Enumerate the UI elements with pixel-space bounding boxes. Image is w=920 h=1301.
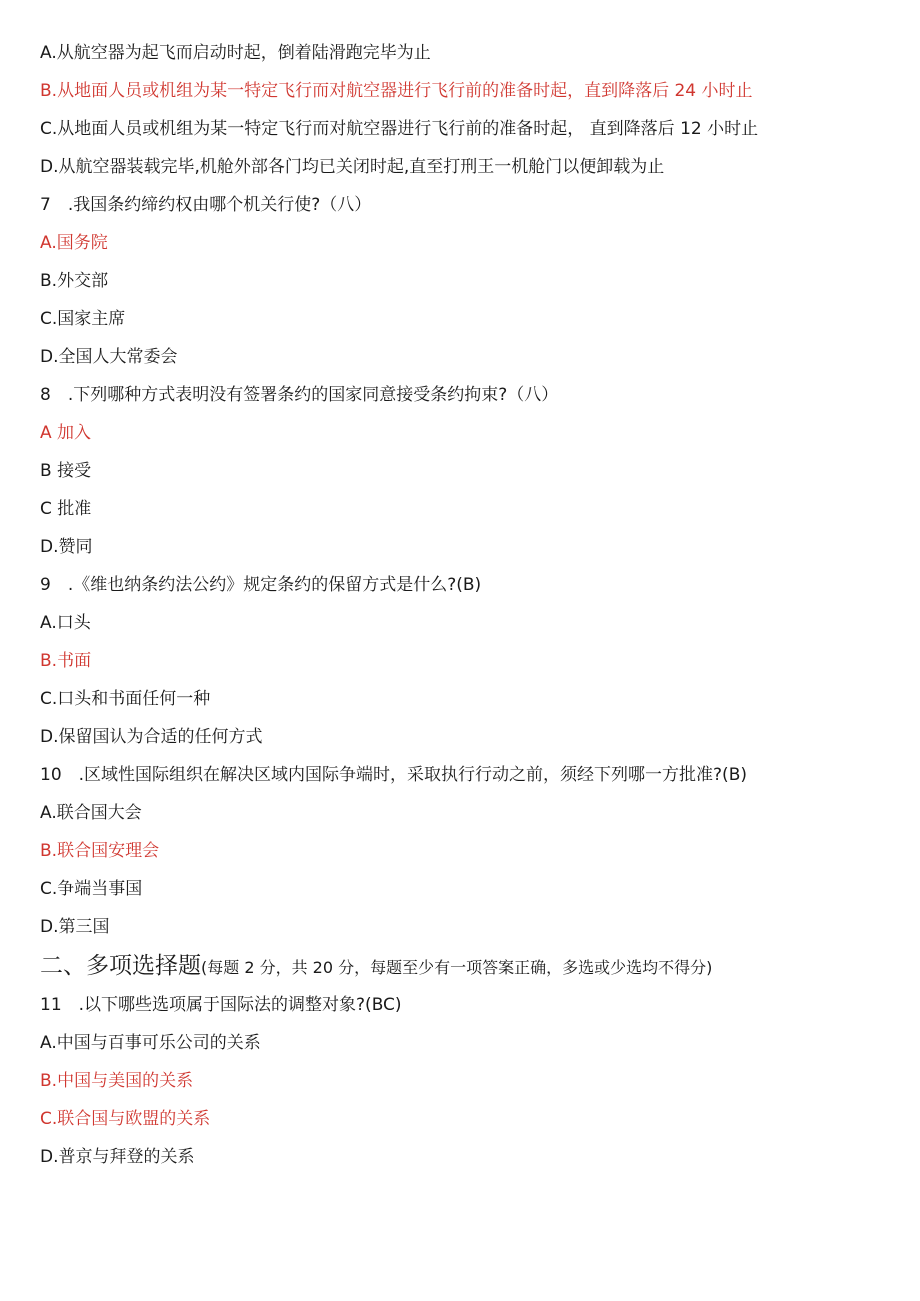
- text-line: A.中国与百事可乐公司的关系: [40, 1033, 261, 1053]
- text-line: C.争端当事国: [40, 879, 143, 899]
- answer-line: B.从地面人员或机组为某一特定飞行而对航空器进行飞行前的准备时起，直到降落后 24 小时止: [40, 81, 753, 101]
- text-line: D.保留国认为合适的任何方式: [40, 727, 263, 747]
- text-line: D.从航空器装载完毕,机舱外部各门均已关闭时起,直至打刑王一机舱门以便卸载为止: [40, 157, 665, 177]
- section-heading: [40, 946, 900, 986]
- text-line: 10 .区域性国际组织在解决区域内国际争端时，采取执行行动之前，须经下列哪一方批准?(B): [40, 765, 747, 785]
- answer-line: A.国务院: [40, 233, 108, 253]
- text-line: D.全国人大常委会: [40, 347, 178, 367]
- text-line: 9 .《维也纳条约法公约》规定条约的保留方式是什么?(B): [40, 575, 482, 595]
- text-line: C.国家主席: [40, 309, 126, 329]
- text-line: D.普京与拜登的关系: [40, 1147, 195, 1167]
- text-line: A.从航空器为起飞而启动时起，倒着陆滑跑完毕为止: [40, 43, 431, 63]
- text-line: C 批准: [40, 499, 92, 519]
- answer-line: B.书面: [40, 651, 92, 671]
- text-line: 8 .下列哪种方式表明没有签署条约的国家同意接受条约拘束?（八）: [40, 385, 559, 405]
- text-line: 7 .我国条约缔约权由哪个机关行使?（八）: [40, 195, 372, 215]
- text-line: B.外交部: [40, 271, 109, 291]
- section-note: (每题 2 分，共 20 分，每题至少有一项答案正确，多选或少选均不得分): [201, 958, 713, 977]
- text-line: A.口头: [40, 613, 91, 633]
- section-title: 二、多项选择题: [40, 953, 201, 979]
- answer-line: C.联合国与欧盟的关系: [40, 1109, 211, 1129]
- text-line: B 接受: [40, 461, 92, 481]
- text-line: D.第三国: [40, 917, 110, 937]
- text-line: 11 .以下哪些选项属于国际法的调整对象?(BC): [40, 995, 402, 1015]
- text-line: C.从地面人员或机组为某一特定飞行而对航空器进行飞行前的准备时起， 直到降落后 12 小时止: [40, 119, 759, 139]
- answer-line: B.联合国安理会: [40, 841, 160, 861]
- answer-line: A 加入: [40, 423, 92, 443]
- text-line: D.赞同: [40, 537, 93, 557]
- document-page: [40, 34, 900, 1176]
- text-line: C.口头和书面任何一种: [40, 689, 211, 709]
- question-block-single-choice: [40, 34, 900, 946]
- text-line: A.联合国大会: [40, 803, 142, 823]
- question-block-multiple-choice: [40, 986, 900, 1176]
- answer-line: B.中国与美国的关系: [40, 1071, 194, 1091]
